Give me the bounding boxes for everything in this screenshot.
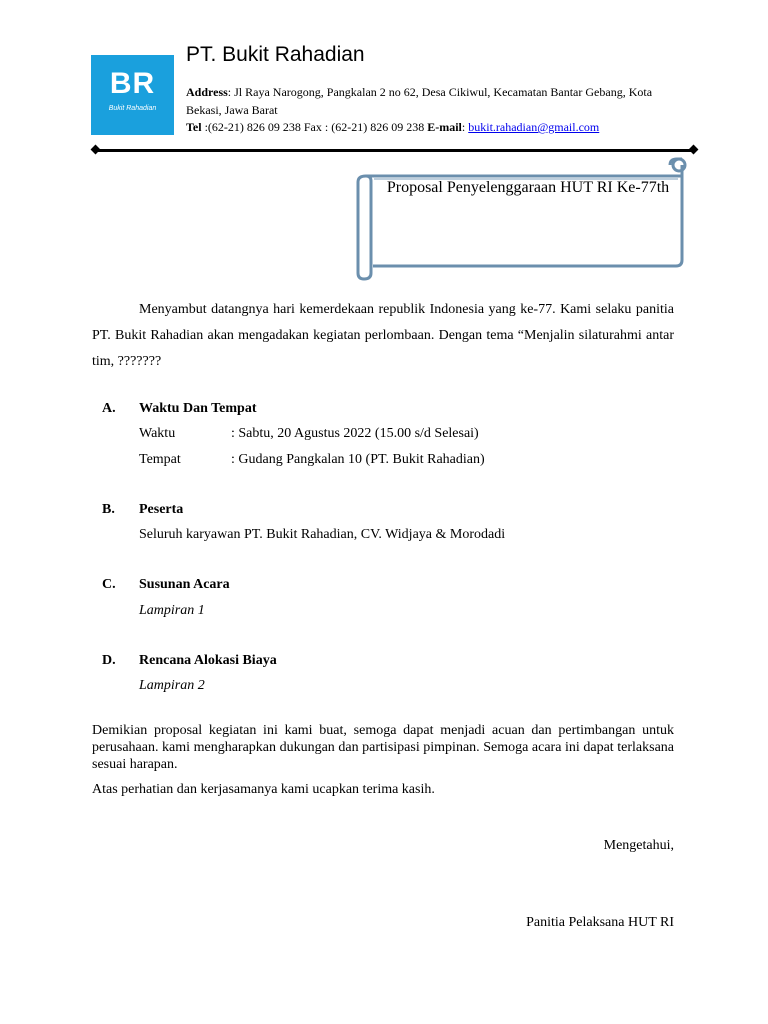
company-address — [186, 83, 666, 119]
section-d-title: Rencana Alokasi Biaya — [139, 653, 277, 668]
section-a-title: Waktu Dan Tempat — [139, 401, 257, 416]
email-separator: : — [461, 120, 469, 134]
thanks-line: Atas perhatian dan kerjasamanya kami ucapkan terima kasih. — [92, 782, 435, 797]
tempat-row — [139, 452, 485, 468]
signatory: Panitia Pelaksana HUT RI — [526, 915, 674, 930]
address-text: : Jl Raya Narogong, Pangkalan 2 no 62, Desa Cikiwul, Kecamatan Bantar Gebang, Kota Bekasi, Jawa Barat — [186, 85, 653, 117]
address-label: Address — [186, 85, 228, 99]
section-b-title: Peserta — [139, 502, 184, 517]
waktu-row — [139, 426, 479, 442]
tempat-label: Tempat — [139, 452, 181, 467]
section-a-letter: A. — [102, 401, 116, 416]
proposal-title: Proposal Penyelenggaraan HUT RI Ke-77th — [386, 179, 670, 196]
susunan-acara-text: Lampiran 1 — [139, 603, 205, 618]
peserta-text: Seluruh karyawan PT. Bukit Rahadian, CV. Widjaya & Morodadi — [139, 527, 506, 542]
alokasi-biaya-text: Lampiran 2 — [139, 678, 205, 693]
company-contact — [186, 119, 666, 135]
section-c-title: Susunan Acara — [139, 577, 230, 592]
section-d-letter: D. — [102, 653, 116, 668]
section-c-letter: C. — [102, 577, 116, 592]
tempat-value: : Gudang Pangkalan 10 (PT. Bukit Rahadian) — [231, 452, 485, 467]
logo-subtitle: Bukit Rahadian — [108, 105, 157, 112]
section-b-letter: B. — [102, 502, 115, 517]
logo-mark: BR — [109, 67, 156, 100]
scroll-banner — [352, 155, 692, 285]
header-divider — [96, 149, 694, 152]
email-link[interactable]: bukit.rahadian@gmail.com — [468, 120, 600, 134]
email-label: E-mail — [427, 120, 462, 134]
closing-paragraph: Demikian proposal kegiatan ini kami buat, semoga dapat menjadi acuan dan pertimbangan untuk perusahaan. kami mengharapkan dukungan dan partisipasi pimpinan. Semoga acara ini dapat terlaksana sesuai harapan. — [92, 723, 674, 772]
signoff: Mengetahui, — [603, 838, 674, 853]
rule-diamond-right — [689, 145, 699, 155]
waktu-value: : Sabtu, 20 Agustus 2022 (15.00 s/d Selesai) — [231, 426, 479, 441]
company-name: PT. Bukit Rahadian — [186, 43, 365, 66]
waktu-label: Waktu — [139, 426, 176, 441]
intro-text: Menyambut datangnya hari kemerdekaan republik Indonesia yang ke-77. Kami selaku panitia PT. Bukit Rahadian akan mengadakan kegiatan perlombaan. Dengan tema “Menjalin silaturahmi antar tim, ??????? — [92, 302, 674, 369]
intro-paragraph — [92, 297, 674, 375]
company-logo — [91, 55, 174, 135]
tel-label: Tel — [186, 120, 202, 134]
tel-fax-text: :(62-21) 826 09 238 Fax : (62-21) 826 09 238 — [201, 120, 428, 134]
